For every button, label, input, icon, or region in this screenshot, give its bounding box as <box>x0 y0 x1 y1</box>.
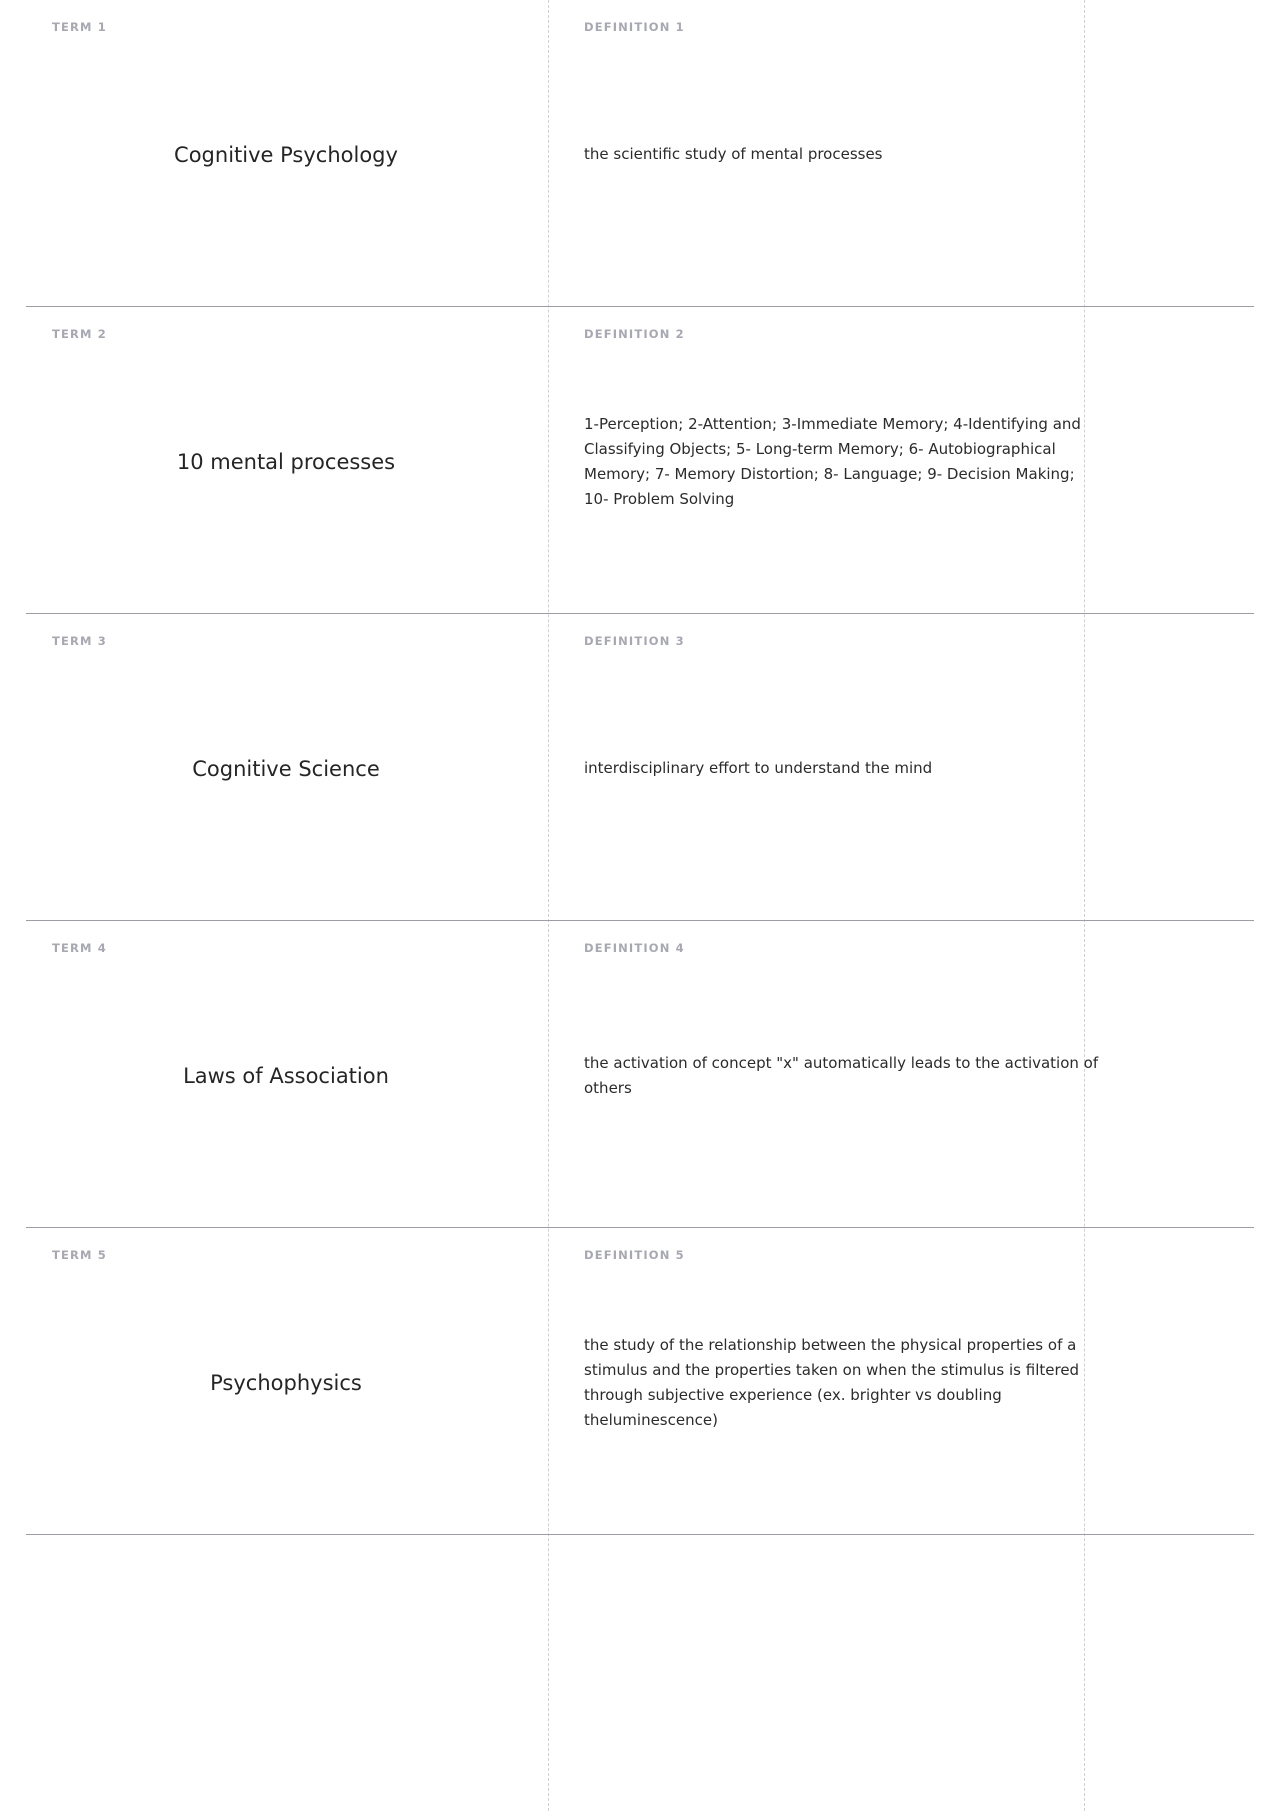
term-cell <box>26 0 548 306</box>
term-text: Cognitive Psychology <box>174 142 398 167</box>
term-label: TERM 5 <box>52 1248 107 1262</box>
flashcard-row <box>26 307 1254 614</box>
flashcard-row <box>26 614 1254 921</box>
term-cell <box>26 307 548 613</box>
definition-body <box>584 636 1214 902</box>
term-label: TERM 1 <box>52 20 107 34</box>
definition-text: the study of the relationship between the physical properties of a stimulus and the properties taken on when the stimulus is filtered through subjective experience (ex. brighter vs doubling theluminescence) <box>584 1335 1080 1430</box>
definition-cell <box>548 307 1254 613</box>
term-body <box>26 943 530 1209</box>
term-label: TERM 4 <box>52 941 107 955</box>
flashcard-row <box>26 1228 1254 1535</box>
term-label: TERM 2 <box>52 327 107 341</box>
flashcard-row <box>26 921 1254 1228</box>
definition-cell <box>548 614 1254 920</box>
term-cell <box>26 614 548 920</box>
definition-cell <box>548 1228 1254 1534</box>
definition-label: DEFINITION 3 <box>584 634 685 648</box>
term-body <box>26 329 530 595</box>
flashcard-list <box>26 0 1254 1535</box>
definition-text: the activation of concept "x" automatically leads to the activation of others <box>584 1053 1099 1097</box>
term-body <box>26 22 530 288</box>
term-cell <box>26 921 548 1227</box>
flashcard-row <box>26 0 1254 307</box>
term-label: TERM 3 <box>52 634 107 648</box>
definition-cell <box>548 0 1254 306</box>
term-body <box>26 636 530 902</box>
definition-body <box>584 943 1214 1209</box>
definition-label: DEFINITION 4 <box>584 941 685 955</box>
definition-cell <box>548 921 1254 1227</box>
definition-body <box>584 1250 1214 1516</box>
term-cell <box>26 1228 548 1534</box>
definition-label: DEFINITION 1 <box>584 20 685 34</box>
definition-text: 1-Perception; 2-Attention; 3-Immediate Memory; 4-Identifying and Classifying Objects; 5- Long-term Memory; 6- Autobiographical Memory; 7- Memory Distortion; 8- Language; 9- Decision Making; 10- Problem Solving <box>584 414 1081 509</box>
term-text: 10 mental processes <box>176 449 396 474</box>
term-text: Cognitive Science <box>192 756 380 781</box>
term-text: Laws of Association <box>183 1063 389 1088</box>
definition-body <box>584 22 1214 288</box>
definition-text: interdisciplinary effort to understand the mind <box>584 759 933 778</box>
definition-label: DEFINITION 5 <box>584 1248 685 1262</box>
definition-label: DEFINITION 2 <box>584 327 685 341</box>
term-text: Psychophysics <box>210 1370 362 1395</box>
definition-body <box>584 329 1214 595</box>
definition-text: the scientific study of mental processes <box>584 145 883 164</box>
term-body <box>26 1250 530 1516</box>
